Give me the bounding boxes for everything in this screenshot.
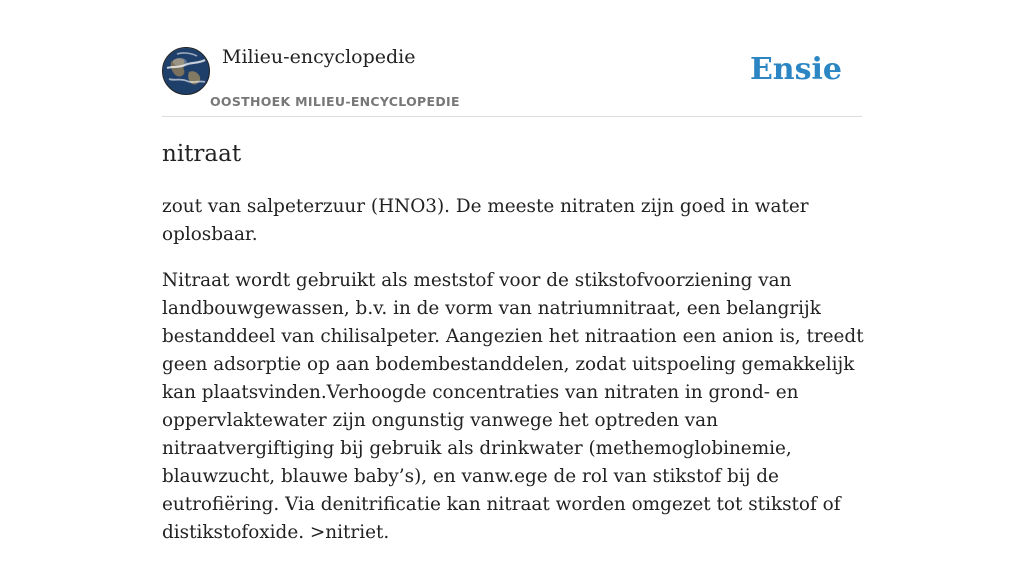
article-title: nitraat: [162, 141, 242, 167]
article-body: [162, 193, 864, 565]
site-header: [162, 46, 862, 117]
site-name[interactable]: Milieu-encyclopedie: [222, 46, 416, 68]
site-subtitle: OOSTHOEK MILIEU-ENCYCLOPEDIE: [210, 94, 460, 109]
article-paragraph: zout van salpeterzuur (HNO3). De meeste nitraten zijn goed in water oplosbaar.: [162, 196, 809, 245]
article-paragraph: Nitraat wordt gebruikt als meststof voor de stikstofvoorziening van landbouwgewassen, b.v. in de vorm van natriumnitraat, een belangrijk bestanddeel van chilisalpeter. Aangezien het nitraation een anion is, treedt geen adsorptie op aan bodembestanddelen, zodat uitspoeling gemakkelijk kan plaatsvinden.Verhoogde concentraties van nitraten in grond- en oppervlaktewater zijn ongunstig vanwege het optreden van nitraatvergiftiging bij gebruik als drinkwater (methemoglobinemie, blauwzucht, blauwe baby’s), en vanw.ege de rol van stikstof bij de eutrofiëring. Via denitrificatie kan nitraat worden omgezet tot stikstof of distikstofoxide. >nitriet.: [162, 270, 864, 543]
earth-globe-icon[interactable]: [162, 47, 210, 95]
ensie-brand-link[interactable]: Ensie: [749, 52, 842, 87]
